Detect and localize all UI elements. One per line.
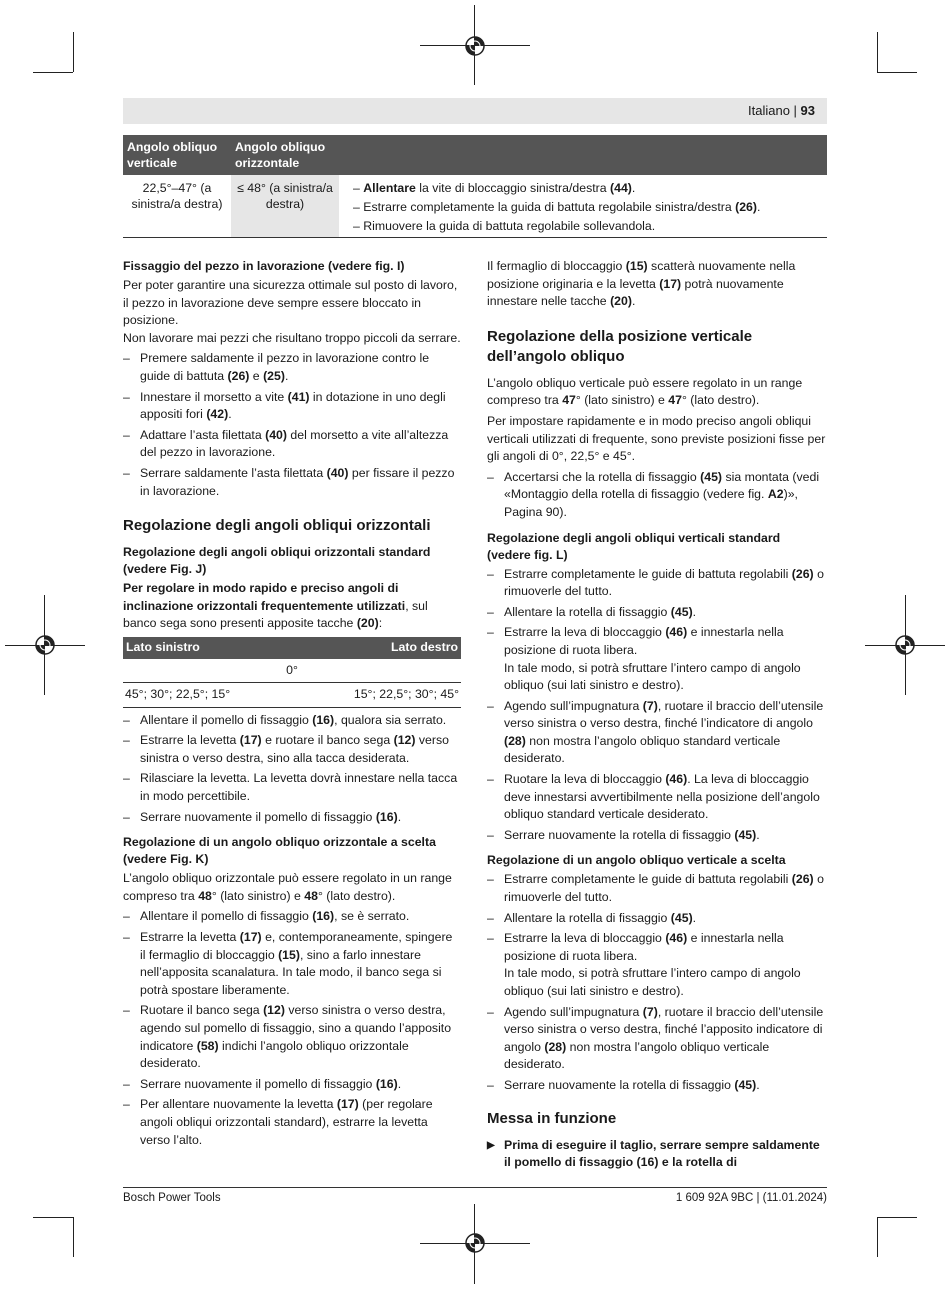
list-item: – Estrarre la leva di bloccaggio (46) e innestarla nella posizione di ruota libera. In tale modo, si potrà sfruttare l’intero campo di angolo obliquo (sui lati sinistro e destro). xyxy=(487,930,827,1000)
bevel-angle-table xyxy=(123,135,827,238)
list-item: – Agendo sull’impugnatura (7), ruotare il braccio dell’utensile verso sinistra o verso destra, finché l’apposito indicatore di angolo (28) non mostra l’angolo obliquo verticale desiderato. xyxy=(487,1004,827,1074)
crop-mark-bottom-right-h xyxy=(877,1217,917,1218)
footer-doc-id: 1 609 92A 9BC | (11.01.2024) xyxy=(675,1192,827,1204)
table-header-vertical: Angolo obliquo verticale xyxy=(123,135,231,175)
list-item: – Serrare nuovamente il pomello di fissaggio (16). xyxy=(123,1076,461,1094)
list-item: – Allentare la rotella di fissaggio (45). xyxy=(487,604,827,622)
paragraph: Non lavorare mai pezzi che risultano troppo piccoli da serrare. xyxy=(123,330,461,345)
registration-mark-bottom-icon xyxy=(463,1231,487,1255)
section-title-standard-vertical: Regolazione degli angoli obliqui verticali standard (vedere fig. L) xyxy=(487,530,781,562)
right-column xyxy=(487,258,827,1172)
crop-mark-top-left-h xyxy=(33,72,73,73)
heading-start-up: Messa in funzione xyxy=(487,1109,617,1127)
list-item: – Ruotare la leva di bloccaggio (46). La leva di bloccaggio deve innestarsi avvertibilmente nella posizione dell’angolo obliquo standard verticale desiderato. xyxy=(487,771,827,824)
list-item: – Estrarre la leva di bloccaggio (46) e innestarla nella posizione di ruota libera. In tale modo, si potrà sfruttare l’intero campo di angolo obliquo (sui lati sinistro e destro). xyxy=(487,624,827,694)
paragraph: Per regolare in modo rapido e preciso angoli di inclinazione orizzontali frequentemente utilizzati, sul banco sega sono presenti apposite tacche (20): xyxy=(123,581,428,631)
list-item: – Serrare saldamente l’asta filettata (40) per fissare il pezzo in lavorazione. xyxy=(123,465,461,500)
crop-mark-bottom-left-h xyxy=(33,1217,73,1218)
registration-mark-right-icon xyxy=(893,633,917,657)
registration-mark-left-icon xyxy=(33,633,57,657)
section-title-standard-horizontal: Regolazione degli angoli obliqui orizzontali standard (vedere Fig. J) xyxy=(123,545,431,577)
list-item: – Serrare nuovamente il pomello di fissaggio (16). xyxy=(123,809,461,827)
section-title-custom-horizontal: Regolazione di un angolo obliquo orizzontale a scelta (vedere Fig. K) xyxy=(123,835,436,867)
table-step-1: – Allentare la vite di bloccaggio sinistra/destra (44). xyxy=(353,181,636,195)
language-label: Italiano xyxy=(748,103,790,118)
paragraph: Per impostare rapidamente e in modo preciso angoli obliqui verticali utilizzati di frequente, sono previste posizioni fisse per gli angoli di 0°, 22,5° e 45°. xyxy=(487,413,826,464)
list-item: – Serrare nuovamente la rotella di fissaggio (45). xyxy=(487,827,827,845)
notch-angle-table xyxy=(123,637,461,708)
list-item: – Serrare nuovamente la rotella di fissaggio (45). xyxy=(487,1077,827,1095)
heading-vertical-angle: Regolazione della posizione verticale dell’angolo obliquo xyxy=(487,327,753,365)
list-item: – Per allentare nuovamente la levetta (17) (per regolare angoli obliqui orizzontali standard), estrarre la levetta verso l’alto. xyxy=(123,1096,461,1149)
standard-horizontal-steps xyxy=(123,712,461,827)
vertical-prereq xyxy=(487,469,827,522)
table-steps xyxy=(339,175,827,238)
crop-mark-bottom-right-v xyxy=(877,1217,878,1257)
list-item: – Adattare l’asta filettata (40) del morsetto a vite all’altezza del pezzo in lavorazione. xyxy=(123,427,461,462)
list-item: – Allentare il pomello di fissaggio (16), qualora sia serrato. xyxy=(123,712,461,730)
paragraph: L’angolo obliquo verticale può essere regolato in un range compreso tra 47° (lato sinistro) e 47° (lato destro). xyxy=(487,375,803,408)
table-step-3: – Rimuovere la guida di battuta regolabile sollevandola. xyxy=(353,219,656,233)
standard-vertical-steps xyxy=(487,566,827,845)
list-item: – Estrarre la levetta (17) e ruotare il banco sega (12) verso sinistra o verso destra, sino alla tacca desiderata. xyxy=(123,732,461,767)
list-item: – Accertarsi che la rotella di fissaggio (45) sia montata (vedi «Montaggio della rotella di fissaggio (vedere fig. A2)», Pagina 90). xyxy=(487,469,827,522)
list-item: – Estrarre completamente le guide di battuta regolabili (26) o rimuoverle del tutto. xyxy=(487,566,827,601)
list-item: – Innestare il morsetto a vite (41) in dotazione in uno degli appositi fori (42). xyxy=(123,389,461,424)
crop-mark-top-right-v xyxy=(877,32,878,72)
list-item: – Ruotare il banco sega (12) verso sinistra o verso destra, agendo sul pomello di fissaggio, sino a quando l’apposito indicatore (58) indichi l’angolo obliquo orizzontale desiderato. xyxy=(123,1002,461,1072)
left-column xyxy=(123,258,461,1152)
footer-divider xyxy=(123,1187,827,1188)
list-item: – Agendo sull’impugnatura (7), ruotare il braccio dell’utensile verso sinistra o verso destra, finché l’indicatore di angolo (28) non mostra l’angolo obliquo standard verticale desiderato. xyxy=(487,698,827,768)
footer-brand: Bosch Power Tools xyxy=(123,1192,221,1204)
warning-note: ▶ Prima di eseguire il taglio, serrare sempre saldamente il pomello di fissaggio (16) e la rotella di xyxy=(487,1137,827,1172)
list-item: – Premere saldamente il pezzo in lavorazione contro le guide di battuta (26) e (25). xyxy=(123,350,461,385)
vertical-angle-value: 22,5°–47° (a sinistra/a destra) xyxy=(123,175,231,238)
registration-mark-top-icon xyxy=(463,34,487,58)
crop-mark-bottom-left-v xyxy=(73,1217,74,1257)
left-side-header: Lato sinistro xyxy=(123,637,292,659)
horizontal-angle-value: ≤ 48° (a sinistra/a destra) xyxy=(231,175,339,238)
table-header-steps xyxy=(339,135,827,175)
list-item: – Estrarre la levetta (17) e, contemporaneamente, spingere il fermaglio di bloccaggio (15), sino a farlo innestare nell’apposita scanalatura. In tale modo, il banco sega si potrà spostare liberamente. xyxy=(123,929,461,999)
heading-horizontal-angles: Regolazione degli angoli obliqui orizzontali xyxy=(123,517,431,535)
workpiece-steps xyxy=(123,350,461,500)
list-item: – Allentare il pomello di fissaggio (16), se è serrato. xyxy=(123,908,461,926)
right-angles: 15°; 22,5°; 30°; 45° xyxy=(292,683,461,708)
center-angle: 0° xyxy=(123,659,461,683)
list-item: – Rilasciare la levetta. La levetta dovrà innestare nella tacca in modo percettibile. xyxy=(123,770,461,805)
list-item: – Allentare la rotella di fissaggio (45). xyxy=(487,910,827,928)
section-title-custom-vertical: Regolazione di un angolo obliquo verticale a scelta xyxy=(487,853,786,868)
page-header xyxy=(123,98,827,124)
paragraph: Per poter garantire una sicurezza ottimale sul posto di lavoro, il pezzo in lavorazione deve sempre essere bloccato in posizione. xyxy=(123,278,458,328)
section-title-workpiece: Fissaggio del pezzo in lavorazione (vedere fig. I) xyxy=(123,259,405,273)
table-header-horizontal: Angolo obliquo orizzontale xyxy=(231,135,339,175)
table-step-2: – Estrarre completamente la guida di battuta regolabile sinistra/destra (26). xyxy=(353,200,761,214)
custom-vertical-steps xyxy=(487,871,827,1094)
crop-mark-top-left-v xyxy=(73,32,74,72)
crop-mark-top-right-h xyxy=(877,72,917,73)
custom-horizontal-steps xyxy=(123,908,461,1149)
list-item: – Estrarre completamente le guide di battuta regolabili (26) o rimuoverle del tutto. xyxy=(487,871,827,906)
left-angles: 45°; 30°; 22,5°; 15° xyxy=(123,683,292,708)
page-number: 93 xyxy=(800,103,815,118)
language-page-label: Italiano | 93 xyxy=(748,103,815,118)
paragraph: L’angolo obliquo orizzontale può essere regolato in un range compreso tra 48° (lato sinistro) e 48° (lato destro). xyxy=(123,871,452,903)
paragraph: Il fermaglio di bloccaggio (15) scatterà nuovamente nella posizione originaria e la levetta (17) potrà nuovamente innestare nelle tacche (20). xyxy=(487,259,796,309)
right-side-header: Lato destro xyxy=(292,637,461,659)
